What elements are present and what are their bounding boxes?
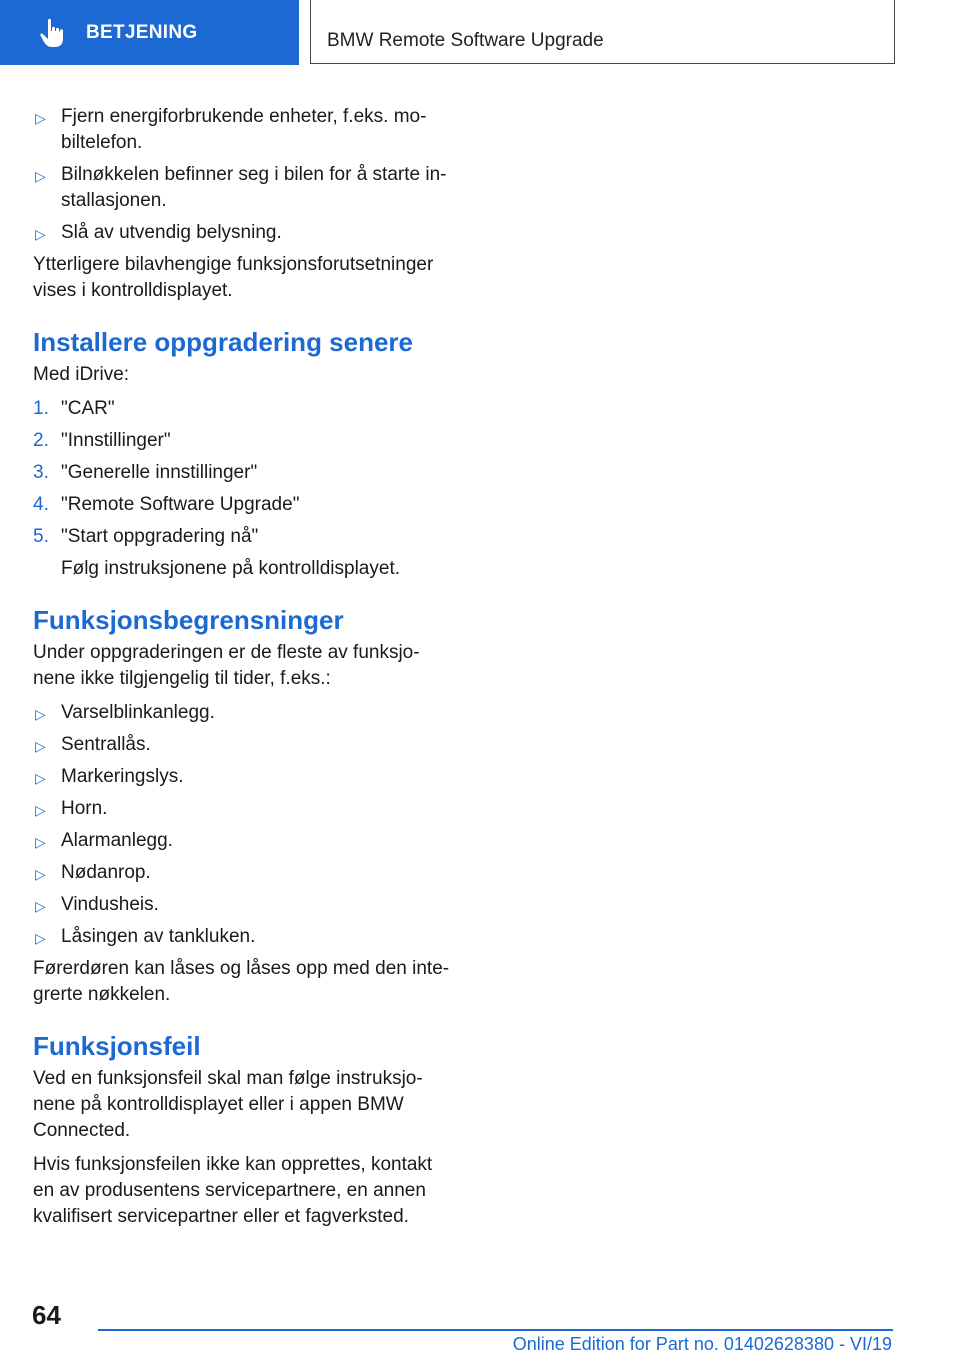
step-substep: Følg instruksjonene på kontrolldisplayet. [61, 558, 401, 579]
hand-pointer-icon [36, 16, 70, 50]
page-number: 64 [32, 1300, 61, 1330]
triangle-right-icon: ▷ [35, 168, 46, 184]
list-item: ▷ Fjern energiforbrukende enheter, f.eks. mo‐biltelefon. [35, 106, 427, 153]
install-step-list [33, 396, 453, 582]
triangle-right-icon: ▷ [35, 866, 46, 882]
list-item: ▷ Horn. [33, 796, 453, 822]
malfunction-paragraph-2: Hvis funksjonsfeilen ikke kan opprettes, kontakt en av produsentens servicepartnere, en annen kvalifisert servicepartner eller et fagverksted. [33, 1154, 433, 1227]
triangle-right-icon: ▷ [35, 226, 46, 242]
list-item: ▷ Slå av utvendig belysning. [33, 220, 453, 246]
install-lead: Med iDrive: [33, 364, 130, 385]
triangle-right-icon: ▷ [35, 898, 46, 914]
section-tab [0, 0, 299, 65]
triangle-right-icon: ▷ [35, 770, 46, 786]
main-content [33, 104, 453, 1238]
step-item: 1. "CAR" [33, 398, 115, 419]
list-item: ▷ Varselblinkanlegg. [33, 700, 453, 726]
step-item: 2. "Innstillinger" [33, 430, 171, 451]
list-item: ▷ Bilnøkkelen befinner seg i bilen for å starte in‐stallasjonen. [35, 164, 447, 211]
triangle-right-icon: ▷ [35, 834, 46, 850]
list-item: ▷ Vindusheis. [33, 892, 453, 918]
triangle-right-icon: ▷ [35, 738, 46, 754]
triangle-right-icon: ▷ [35, 706, 46, 722]
triangle-right-icon: ▷ [35, 802, 46, 818]
list-item: ▷ Markeringslys. [33, 764, 453, 790]
list-item: ▷ Sentrallås. [33, 732, 453, 758]
limits-outro: Førerdøren kan låses og låses opp med den inte‐grerte nøkkelen. [33, 958, 450, 1005]
list-item: ▷ Nødanrop. [33, 860, 453, 886]
triangle-right-icon: ▷ [35, 110, 46, 126]
list-item: ▷ Låsingen av tankluken. [33, 924, 453, 950]
step-item: 3. "Generelle innstillinger" [33, 462, 258, 483]
intro-bullet-list [33, 104, 453, 246]
heading-function-limits: Funksjonsbegrensninger [33, 605, 344, 635]
malfunction-paragraph-1: Ved en funksjonsfeil skal man følge instruksjo‐nene på kontrolldisplayet eller i appen BMW Connected. [33, 1068, 423, 1141]
edition-info: Online Edition for Part no. 01402628380 - VI/19 [512, 1334, 892, 1354]
footer-divider [98, 1329, 893, 1331]
list-item: ▷ Alarmanlegg. [33, 828, 453, 854]
heading-malfunction: Funksjonsfeil [33, 1031, 201, 1061]
triangle-right-icon: ▷ [35, 930, 46, 946]
step-item: 5. "Start oppgradering nå" Følg instruksjonene på kontrolldisplayet. [33, 524, 453, 582]
limits-bullet-list [33, 700, 453, 950]
chapter-title: BMW Remote Software Upgrade [327, 30, 604, 51]
section-tab-label: BETJENING [86, 21, 198, 43]
step-item: 4. "Remote Software Upgrade" [33, 494, 300, 515]
chapter-title-box [310, 0, 895, 64]
heading-install-later: Installere oppgradering senere [33, 327, 414, 357]
intro-paragraph: Ytterligere bilavhengige funksjonsforutsetninger vises i kontrolldisplayet. [33, 254, 434, 301]
limits-lead: Under oppgraderingen er de fleste av funksjo‐nene ikke tilgjengelig til tider, f.eks.: [33, 642, 420, 689]
